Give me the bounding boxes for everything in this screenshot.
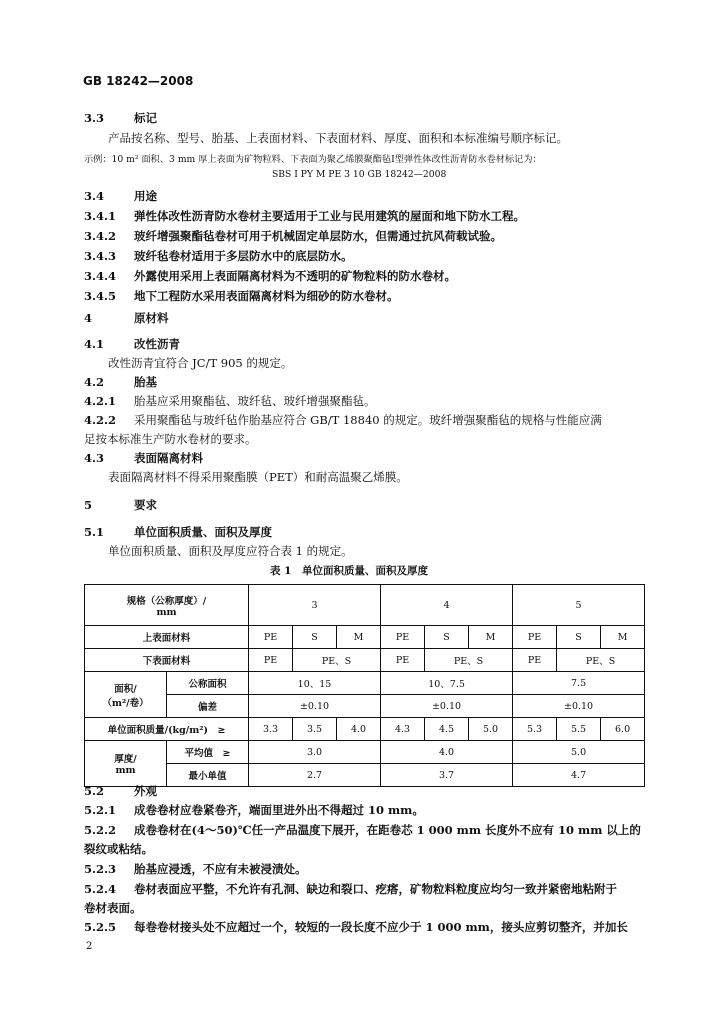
thickness-cell: 4 — [381, 585, 513, 626]
table-cell: M — [337, 626, 381, 649]
table-caption: 表 1 单位面积质量、面积及厚度 — [270, 565, 428, 577]
list-item — [84, 412, 602, 428]
list-item — [84, 268, 456, 284]
section-number: 4.2 — [84, 375, 105, 389]
spec-label — [85, 585, 249, 626]
list-item — [84, 822, 641, 838]
table-cell: S — [557, 626, 601, 649]
table-row — [85, 585, 645, 626]
table-cell: 5.3 — [513, 718, 557, 741]
table-cell: PE、S — [557, 649, 645, 672]
item-number: 4.2.1 — [84, 394, 117, 408]
average-label: 平均值 ≥ — [167, 741, 249, 764]
section-title: 表面隔离材料 — [134, 451, 203, 465]
thickness-cell: 5 — [513, 585, 645, 626]
paragraph: 单位面积质量、面积及厚度应符合表 1 的规定。 — [108, 544, 353, 558]
table-cell: PE — [513, 626, 557, 649]
table-cell: PE — [249, 649, 293, 672]
table-cell: 4.3 — [381, 718, 425, 741]
table-cell: 4.7 — [513, 764, 645, 787]
section-3-3-heading — [84, 110, 157, 126]
list-item — [84, 248, 353, 264]
section-number: 5.2 — [84, 784, 105, 798]
list-item — [84, 228, 502, 244]
table-cell: 4.0 — [381, 741, 513, 764]
spec-label-unit: mm — [156, 606, 177, 618]
item-text: 成卷卷材在(4～50)℃任一产品温度下展开，在距卷芯 1 000 mm 长度外不应有 10 mm 以上的 — [134, 823, 641, 837]
section-4-3-heading — [84, 450, 203, 466]
area-label-line: 面积/ — [114, 683, 137, 695]
table-row — [85, 741, 645, 764]
table-cell: PE — [513, 649, 557, 672]
section-number: 4.1 — [84, 337, 105, 351]
item-text: 胎基应浸透，不应有未被浸渍处。 — [134, 862, 307, 876]
table-cell: M — [601, 626, 645, 649]
paragraph-continuation: 卷材表面。 — [84, 901, 142, 915]
list-item — [84, 861, 307, 877]
thickness-label-unit: mm — [115, 765, 136, 776]
section-title: 单位面积质量、面积及厚度 — [134, 525, 272, 539]
table-row — [85, 649, 645, 672]
page-number: 2 — [86, 941, 93, 952]
table-cell: 10、15 — [249, 672, 381, 695]
section-3-4-heading — [84, 188, 157, 204]
list-item — [84, 208, 525, 224]
item-text: 成卷卷材应卷紧卷齐，端面里进外出不得超过 10 mm。 — [134, 803, 424, 817]
item-text: 玻纤毡卷材适用于多层防水中的底层防水。 — [134, 249, 353, 263]
thickness-label — [85, 741, 167, 787]
example-code: SBS I PY M PE 3 10 GB 18242—2008 — [272, 169, 447, 180]
section-4-heading — [84, 310, 169, 326]
table-cell: ±0.10 — [249, 695, 381, 718]
spec-label-line: 规格（公称厚度）/ — [126, 595, 207, 607]
spec-table — [84, 584, 645, 787]
item-number: 3.4.4 — [84, 269, 117, 283]
table-cell: ±0.10 — [513, 695, 645, 718]
document-header: GB 18242—2008 — [83, 74, 194, 88]
item-text: 卷材表面应平整，不允许有孔洞、缺边和裂口、疙瘩，矿物粒料粒度应均匀一致并紧密地粘附于 — [134, 882, 617, 896]
upper-material-label: 上表面材料 — [85, 626, 249, 649]
section-5-heading — [84, 497, 157, 513]
section-number: 5.1 — [84, 525, 105, 539]
item-text: 地下工程防水采用表面隔离材料为细砂的防水卷材。 — [134, 289, 399, 303]
section-title: 原材料 — [134, 311, 169, 325]
thickness-cell: 3 — [249, 585, 381, 626]
table-cell: 10、7.5 — [381, 672, 513, 695]
table-cell: 6.0 — [601, 718, 645, 741]
item-number: 3.4.1 — [84, 209, 117, 223]
table-cell: 5.5 — [557, 718, 601, 741]
table-row — [85, 672, 645, 695]
paragraph-continuation: 裂纹或粘结。 — [84, 842, 153, 856]
section-4-2-heading — [84, 374, 157, 390]
section-number: 4 — [84, 311, 93, 325]
table-cell: 3.7 — [381, 764, 513, 787]
table-row — [85, 764, 645, 787]
section-5-1-heading — [84, 524, 272, 540]
section-title: 外观 — [134, 784, 157, 798]
item-number: 5.2.5 — [84, 920, 117, 934]
table-cell: 5.0 — [469, 718, 513, 741]
table-cell: PE — [381, 649, 425, 672]
table-cell: 7.5 — [513, 672, 645, 695]
section-title: 胎基 — [134, 375, 157, 389]
item-number: 3.4.3 — [84, 249, 117, 263]
paragraph: 改性沥青宜符合 JC/T 905 的规定。 — [108, 356, 293, 370]
item-number: 5.2.1 — [84, 803, 117, 817]
section-title: 要求 — [134, 498, 157, 512]
item-text: 外露使用采用上表面隔离材料为不透明的矿物粒料的防水卷材。 — [134, 269, 456, 283]
table-cell: 2.7 — [249, 764, 381, 787]
list-item — [84, 881, 617, 897]
table-row — [85, 626, 645, 649]
section-4-1-heading — [84, 336, 180, 352]
section-number: 3.4 — [84, 189, 105, 203]
item-text: 玻纤增强聚酯毡卷材可用于机械固定单层防水，但需通过抗风荷载试验。 — [134, 229, 502, 243]
lower-material-label: 下表面材料 — [85, 649, 249, 672]
list-item — [84, 919, 628, 935]
table-row — [85, 718, 645, 741]
item-number: 5.2.3 — [84, 862, 117, 876]
example-text: 示例：10 m² 面积、3 mm 厚上表面为矿物粒料、下表面为聚乙烯膜聚酯毡Ⅰ型弹性体改性沥青防水卷材标记为： — [84, 154, 542, 165]
thickness-label-line: 厚度/ — [114, 754, 137, 765]
paragraph: 产品按名称、型号、胎基、上表面材料、下表面材料、厚度、面积和本标准编号顺序标记。 — [108, 131, 568, 145]
item-text: 每卷卷材接头处不应超过一个，较短的一段长度不应少于 1 000 mm，接头应剪切整齐，并加长 — [134, 920, 628, 934]
table-cell: PE — [381, 626, 425, 649]
table-cell: 3.5 — [293, 718, 337, 741]
section-number: 3.3 — [84, 111, 105, 125]
section-number: 4.3 — [84, 451, 105, 465]
table-cell: S — [425, 626, 469, 649]
table-cell: 4.5 — [425, 718, 469, 741]
list-item — [84, 802, 424, 818]
table-cell: PE、S — [425, 649, 513, 672]
mass-label: 单位面积质量/(kg/m²) ≥ — [85, 718, 249, 741]
minimum-label: 最小单值 — [167, 764, 249, 787]
nominal-area-label: 公称面积 — [167, 672, 249, 695]
deviation-label: 偏差 — [167, 695, 249, 718]
section-5-2-heading — [84, 783, 157, 799]
table-cell: ±0.10 — [381, 695, 513, 718]
list-item — [84, 393, 376, 409]
table-cell: S — [293, 626, 337, 649]
table-cell: 3.3 — [249, 718, 293, 741]
item-text: 弹性体改性沥青防水卷材主要适用于工业与民用建筑的屋面和地下防水工程。 — [134, 209, 525, 223]
table-row — [85, 695, 645, 718]
table-cell: PE — [249, 626, 293, 649]
section-title: 标记 — [134, 111, 157, 125]
table-cell: 4.0 — [337, 718, 381, 741]
table-cell: 3.0 — [249, 741, 381, 764]
list-item — [84, 288, 399, 304]
table-cell: PE、S — [293, 649, 381, 672]
item-number: 4.2.2 — [84, 413, 117, 427]
section-title: 改性沥青 — [134, 337, 180, 351]
item-text: 胎基应采用聚酯毡、玻纤毡、玻纤增强聚酯毡。 — [134, 394, 376, 408]
item-number: 3.4.2 — [84, 229, 117, 243]
area-label — [85, 672, 167, 718]
table-cell: M — [469, 626, 513, 649]
item-number: 3.4.5 — [84, 289, 117, 303]
table-cell: 5.0 — [513, 741, 645, 764]
section-title: 用途 — [134, 189, 157, 203]
item-text: 采用聚酯毡与玻纤毡作胎基应符合 GB/T 18840 的规定。玻纤增强聚酯毡的规格与性能应满 — [134, 413, 602, 427]
area-label-unit: （m²/卷） — [102, 697, 149, 709]
paragraph: 表面隔离材料不得采用聚酯膜（PET）和耐高温聚乙烯膜。 — [108, 470, 408, 484]
item-number: 5.2.2 — [84, 823, 117, 837]
section-number: 5 — [84, 498, 93, 512]
paragraph-continuation: 足按本标准生产防水卷材的要求。 — [84, 432, 257, 446]
item-number: 5.2.4 — [84, 882, 117, 896]
